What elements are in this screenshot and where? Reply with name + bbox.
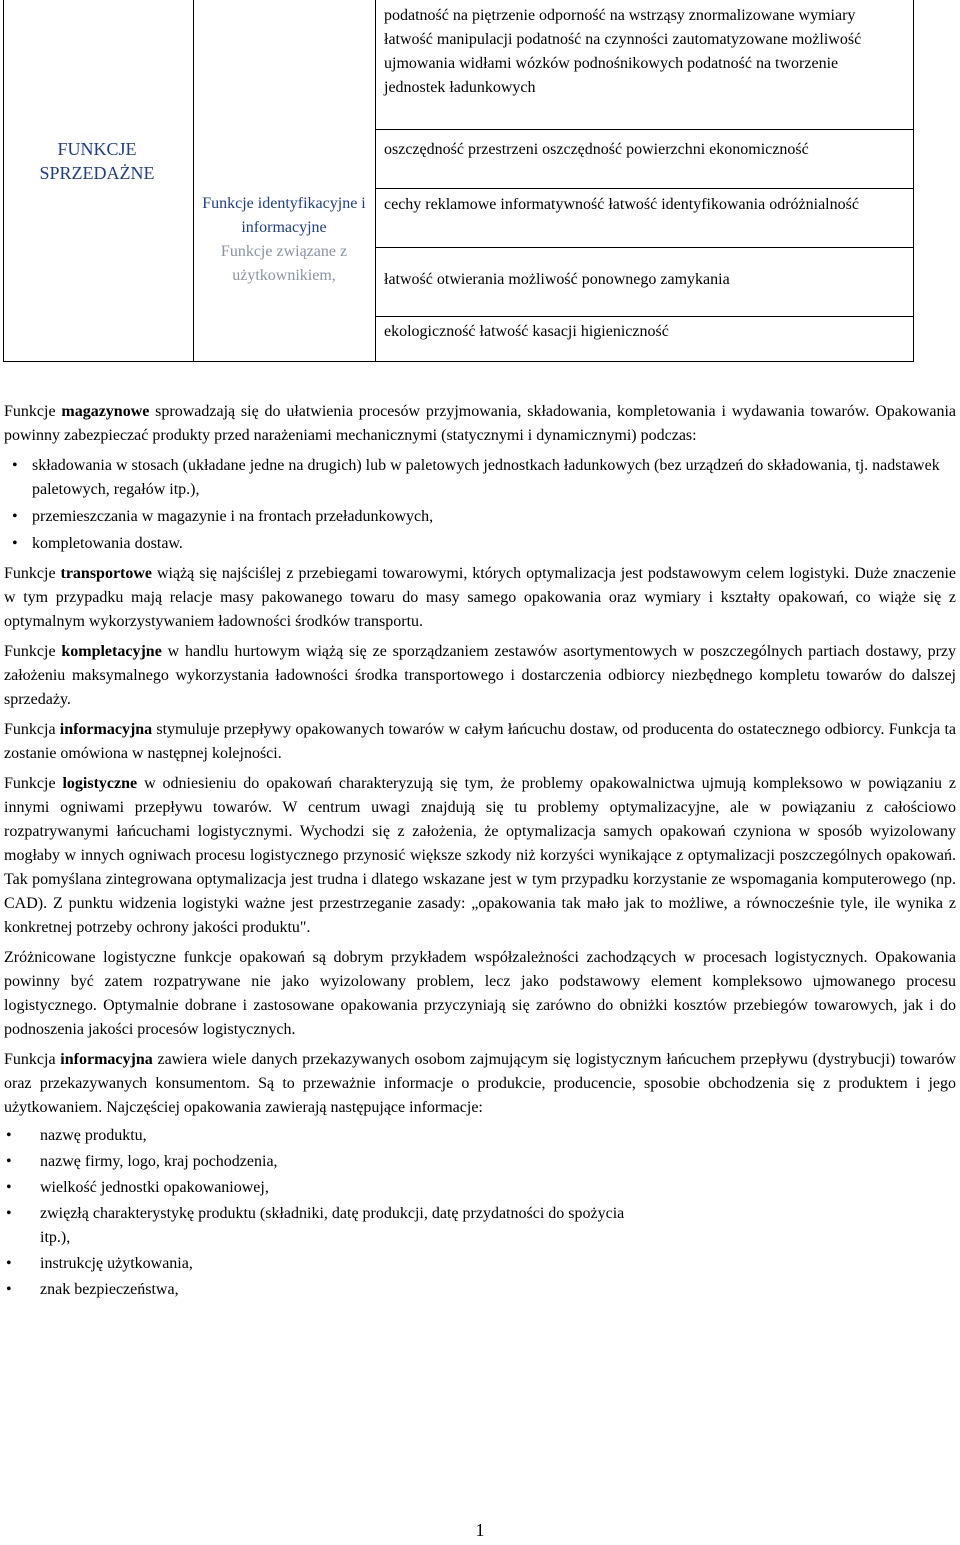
table-row-divider bbox=[375, 316, 914, 317]
list-item-text: zwięzłą charakterystykę produktu (składniki, datę produkcji, datę przydatności do spożycia itp.), bbox=[40, 1205, 625, 1246]
text: stymuluje przepływy opakowanych towarów w całym łańcuchu dostaw, od producenta do ostatecznego odbiorcy. Funkcja ta zostanie omówiona w następnej kolejności. bbox=[4, 721, 956, 762]
table-cell-row4: łatwość otwierania możliwość ponownego zamykania bbox=[384, 271, 730, 288]
bullet-icon: • bbox=[6, 1179, 12, 1196]
page-number: 1 bbox=[475, 1520, 485, 1540]
table-row-divider bbox=[375, 188, 914, 189]
bold-term: kompletacyjne bbox=[61, 643, 162, 660]
bold-term: informacyjna bbox=[60, 1051, 153, 1068]
list-item-text: instrukcję użytkowania, bbox=[40, 1255, 193, 1272]
category-user-label: Funkcje związane z użytkownikiem, bbox=[220, 243, 348, 284]
category-sales-functions: FUNKCJE SPRZEDAŻNE bbox=[39, 139, 155, 183]
paragraph-information-contents bbox=[4, 1048, 956, 1120]
bullet-icon: • bbox=[12, 535, 18, 552]
text: Funkcje bbox=[4, 775, 63, 792]
text: Funkcja bbox=[4, 721, 60, 738]
list-item-text: znak bezpieczeństwa, bbox=[40, 1281, 179, 1298]
information-bullet-list bbox=[4, 1124, 956, 1302]
table-row-divider bbox=[375, 247, 914, 248]
list-item-text: nazwę firmy, logo, kraj pochodzenia, bbox=[40, 1153, 278, 1170]
paragraph-storage-functions bbox=[4, 400, 956, 448]
bullet-icon: • bbox=[12, 508, 18, 525]
list-item bbox=[4, 1124, 956, 1148]
list-item-text: składowania w stosach (układane jedne na drugich) lub w paletowych jednostkach ładunkowych (bez urządzeń do składowania, tj. nadstawek paletowych, regałów itp.), bbox=[32, 457, 940, 498]
paragraph-picking-functions bbox=[4, 640, 956, 712]
bold-term: magazynowe bbox=[61, 403, 150, 420]
table-border-bottom bbox=[3, 361, 914, 362]
list-item bbox=[4, 1278, 956, 1302]
bullet-icon: • bbox=[6, 1153, 12, 1170]
bold-term: informacyjna bbox=[59, 721, 153, 738]
text: w odniesieniu do opakowań charakteryzują się tym, że problemy opakowalnictwa ujmują kompleksowo w powiązaniu z innymi ogniwami przepływu towarów. W centrum uwagi znajdują się tu problemy optymalizacyjne, ale w powiązaniu z całościowo rozpatrywanymi łańcuchami logistycznymi. Wychodzi się z założenia, że optymalizacja samych opakowań czyniona w sposób wyizolowany mogłaby w innych ogniwach procesu logistycznego przynosić większe szkody niż korzyści wynikające z optymalizacji poszczególnych opakowań. Tak pomyślana zintegrowana optymalizacja jest trudna i dlatego wskazane jest w tym przypadku korzystanie ze wspomagania komputerowego (np. CAD). Z punktu widzenia logistyki ważne jest przestrzeganie zasady: „opakowania tak mało jak to możliwe, a równocześnie tyle, ile wynika z konkretnej potrzeby ochrony jakości produktu". bbox=[4, 775, 957, 936]
text: Funkcje bbox=[4, 565, 61, 582]
list-item-text: nazwę produktu, bbox=[40, 1127, 147, 1144]
table-cell-row2: oszczędność przestrzeni oszczędność powierzchni ekonomiczność bbox=[384, 141, 809, 158]
text: Funkcje bbox=[4, 643, 62, 660]
table-divider-1 bbox=[193, 0, 194, 362]
text: Funkcje bbox=[4, 403, 62, 420]
list-item bbox=[4, 1176, 956, 1200]
list-item bbox=[4, 454, 956, 502]
functions-table bbox=[0, 0, 960, 362]
document-body bbox=[4, 400, 956, 1304]
list-item bbox=[4, 532, 956, 556]
text: Funkcja bbox=[4, 1051, 61, 1068]
storage-bullet-list bbox=[4, 454, 956, 556]
paragraph-logistics-functions bbox=[4, 772, 956, 940]
list-item-text: kompletowania dostaw. bbox=[32, 535, 183, 552]
table-row-divider bbox=[375, 129, 914, 130]
paragraph-information-function bbox=[4, 718, 956, 766]
list-item bbox=[4, 505, 956, 529]
bold-term: logistyczne bbox=[62, 775, 138, 792]
text: wiążą się najściślej z przebiegami towarowymi, których optymalizacja jest podstawowym celem logistyki. Duże znaczenie w tym przypadku mają relacje masy pakowanego towaru do masy samego opakowania oraz wymiary i kształty opakowań, co wiąże się z optymalnym wykorzystywaniem ładowności środków transportu. bbox=[4, 565, 956, 630]
bullet-icon: • bbox=[6, 1255, 12, 1272]
list-item bbox=[4, 1202, 956, 1250]
bullet-icon: • bbox=[6, 1205, 12, 1222]
text: w handlu hurtowym wiążą się ze sporządzaniem zestawów asortymentowych w poszczególnych partiach dostawy, przy założeniu maksymalnego wykorzystania ładowności środka transportowego i dostarczenia odbiorcy niezbędnego kompletu towarów do dalszej sprzedaży. bbox=[4, 643, 957, 708]
list-item bbox=[4, 1252, 956, 1276]
list-item-text: przemieszczania w magazynie i na frontach przeładunkowych, bbox=[32, 508, 434, 525]
table-cell-row5: ekologiczność łatwość kasacji higieniczność bbox=[384, 323, 669, 340]
text: zawiera wiele danych przekazywanych osobom zajmującym się logistycznym łańcuchem przepływu (dystrybucji) towarów oraz przekazywanych konsumentom. Są to przeważnie informacje o produkcie, producencie, sposobie obchodzenia się z produktem i jego użytkowaniem. Najczęściej opakowania zawierają następujące informacje: bbox=[4, 1051, 957, 1116]
category-identification-label: Funkcje identyfikacyjne i informacyjne bbox=[202, 195, 366, 236]
bullet-icon: • bbox=[12, 457, 18, 474]
bullet-icon: • bbox=[6, 1127, 12, 1144]
text: sprowadzają się do ułatwienia procesów przyjmowania, składowania, kompletowania i wydawania towarów. Opakowania powinny zabezpieczać produkty przed narażeniami mechanicznymi (statycznymi i dynamicznymi) podczas: bbox=[4, 403, 957, 444]
category-identification-functions bbox=[196, 192, 372, 288]
table-border-right bbox=[913, 0, 914, 362]
list-item bbox=[4, 1150, 956, 1174]
table-cell-row1: podatność na piętrzenie odporność na wstrząsy znormalizowane wymiary łatwość manipulacji podatność na czynności zautomatyzowane możliwość ujmowania widłami wózków podnośnikowych podatność na tworzenie jednostek ładunkowych bbox=[384, 7, 862, 96]
bold-term: transportowe bbox=[60, 565, 153, 582]
paragraph-transport-functions bbox=[4, 562, 956, 634]
table-divider-2 bbox=[375, 0, 376, 362]
bullet-icon: • bbox=[6, 1281, 12, 1298]
table-cell-row3: cechy reklamowe informatywność łatwość identyfikowania odróżnialność bbox=[384, 196, 859, 213]
paragraph-logistics-differentiated: Zróżnicowane logistyczne funkcje opakowań są dobrym przykładem współzależności zachodzących w procesach logistycznych. Opakowania powinny być zatem rozpatrywane nie jako wyizolowany problem, lecz jako podstawowy element kompleksowo ujmowanego procesu logistycznego. Optymalnie dobrane i zastosowane opakowania przyczyniają się zarówno do obniżki kosztów przebiegów towarowych, jak i do podnoszenia jakości procesów logistycznych. bbox=[4, 949, 956, 1038]
list-item-text: wielkość jednostki opakowaniowej, bbox=[40, 1179, 269, 1196]
